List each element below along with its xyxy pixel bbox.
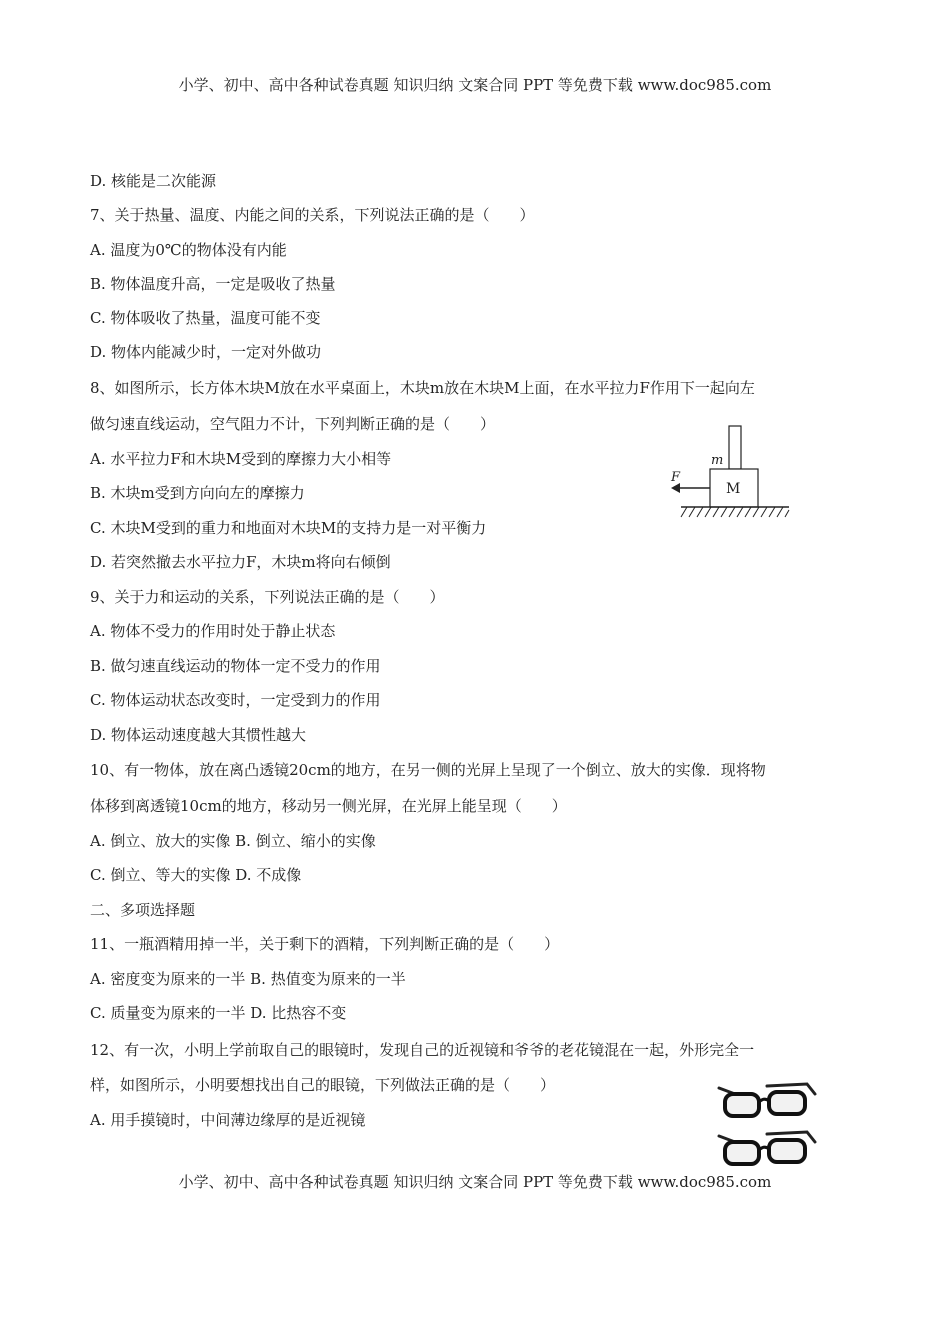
label-M: M <box>726 481 741 497</box>
glasses-image-top <box>715 1080 820 1125</box>
question-8-line1: 8、如图所示，长方体木块M放在水平桌面上，木块m放在木块M上面，在水平拉力F作用下一起向左 <box>90 379 755 397</box>
glasses-image-bottom <box>715 1128 820 1173</box>
option-8a: A. 水平拉力F和木块M受到的摩擦力大小相等 <box>90 450 392 468</box>
option-8d: D. 若突然撤去水平拉力F，木块m将向右倾倒 <box>90 553 391 571</box>
small-block-m <box>729 426 741 469</box>
page-footer: 小学、初中、高中各种试卷真题 知识归纳 文案合同 PPT 等免费下载 www.doc985.com <box>178 1173 772 1191</box>
question-8-line2: 做匀速直线运动，空气阻力不计，下列判断正确的是（ ） <box>90 415 496 433</box>
question-10-line2: 体移到离透镜10cm的地方，移动另一侧光屏，在光屏上能呈现（ ） <box>90 797 567 815</box>
option-7c: C. 物体吸收了热量，温度可能不变 <box>90 309 321 327</box>
table-hatching <box>681 507 789 517</box>
question-9: 9、关于力和运动的关系，下列说法正确的是（ ） <box>90 588 445 606</box>
option-8b: B. 木块m受到方向向左的摩擦力 <box>90 484 305 502</box>
option-9c: C. 物体运动状态改变时，一定受到力的作用 <box>90 691 381 709</box>
option-11ab: A. 密度变为原来的一半 B. 热值变为原来的一半 <box>90 970 406 988</box>
option-7d: D. 物体内能减少时，一定对外做功 <box>90 343 322 361</box>
option-9b: B. 做匀速直线运动的物体一定不受力的作用 <box>90 657 381 675</box>
blocks-force-diagram <box>665 420 795 525</box>
label-F: F <box>671 470 681 485</box>
option-8c: C. 木块M受到的重力和地面对木块M的支持力是一对平衡力 <box>90 519 487 537</box>
section-heading-multi-choice: 二、多项选择题 <box>90 901 196 919</box>
option-7a: A. 温度为0℃的物体没有内能 <box>90 241 287 259</box>
question-10-line1: 10、有一物体，放在离凸透镜20cm的地方，在另一侧的光屏上呈现了一个倒立、放大的实像．现将物 <box>90 761 766 779</box>
question-11: 11、一瓶酒精用掉一半，关于剩下的酒精，下列判断正确的是（ ） <box>90 935 560 953</box>
label-m: m <box>711 453 724 468</box>
question-12-line1: 12、有一次，小明上学前取自己的眼镜时，发现自己的近视镜和爷爷的老花镜混在一起，外形完全一 <box>90 1041 755 1059</box>
option-7b: B. 物体温度升高，一定是吸收了热量 <box>90 275 336 293</box>
option-9d: D. 物体运动速度越大其惯性越大 <box>90 726 307 744</box>
option-9a: A. 物体不受力的作用时处于静止状态 <box>90 622 336 640</box>
question-7: 7、关于热量、温度、内能之间的关系，下列说法正确的是（ ） <box>90 206 535 224</box>
page-header: 小学、初中、高中各种试卷真题 知识归纳 文案合同 PPT 等免费下载 www.doc985.com <box>178 76 772 94</box>
option-11cd: C. 质量变为原来的一半 D. 比热容不变 <box>90 1004 347 1022</box>
option-10ab: A. 倒立、放大的实像 B. 倒立、缩小的实像 <box>90 832 376 850</box>
option-10cd: C. 倒立、等大的实像 D. 不成像 <box>90 866 302 884</box>
option-6d: D. 核能是二次能源 <box>90 172 217 190</box>
question-12-line2: 样，如图所示，小明要想找出自己的眼镜，下列做法正确的是（ ） <box>90 1076 556 1094</box>
option-12a: A. 用手摸镜时，中间薄边缘厚的是近视镜 <box>90 1111 366 1129</box>
